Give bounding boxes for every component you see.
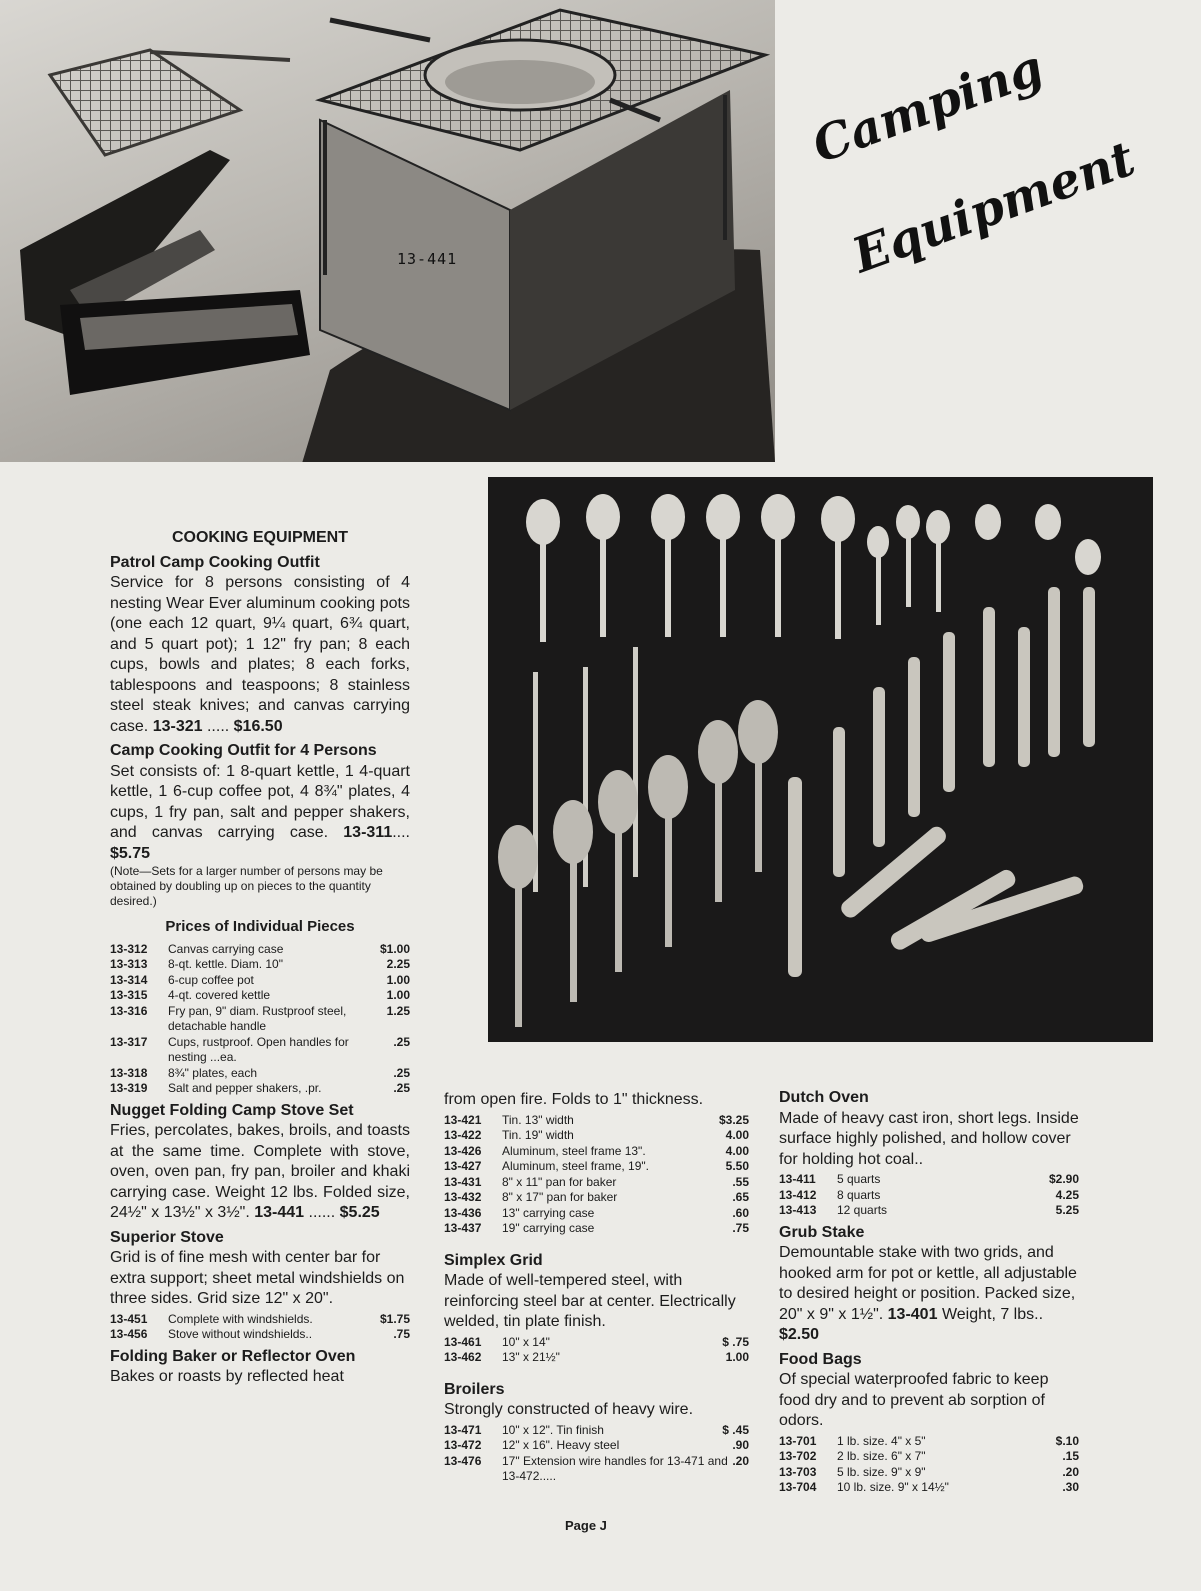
item-code: 13-437 xyxy=(444,1221,482,1235)
column-3 xyxy=(779,1088,1079,1498)
broilers-title: Broilers xyxy=(444,1380,505,1398)
item-desc: 19" carrying case xyxy=(502,1221,595,1235)
spoons-row xyxy=(526,494,1101,642)
item-code: 13-411 xyxy=(779,1172,816,1186)
item-price: $ .45 xyxy=(722,1422,749,1437)
column-2 xyxy=(444,1090,749,1487)
item-price: 1.00 xyxy=(386,972,410,987)
section-heading: COOKING EQUIPMENT xyxy=(171,529,348,546)
item-price: .75 xyxy=(393,1327,410,1341)
item-desc: 10 lb. size. 9" x 14½" xyxy=(837,1480,949,1494)
patrol-price: $16.50 xyxy=(233,717,283,735)
price-row xyxy=(110,973,410,989)
page-number: Page J xyxy=(565,1518,607,1533)
item-desc: 1 lb. size. 4" x 5" xyxy=(837,1433,926,1448)
price-row xyxy=(110,1327,410,1343)
item-price: 5.50 xyxy=(725,1159,749,1173)
price-row xyxy=(110,1312,410,1328)
item-price: 4.00 xyxy=(725,1128,749,1142)
nugget-price: $5.25 xyxy=(339,1204,380,1221)
broilers-list xyxy=(444,1423,749,1485)
grub-code: 13-401 xyxy=(887,1305,938,1323)
item-code: 13-432 xyxy=(444,1190,482,1204)
baker-list xyxy=(444,1113,749,1237)
patrol-code: 13-321 xyxy=(152,717,203,735)
item-price: .25 xyxy=(393,1034,410,1049)
price-row xyxy=(444,1454,749,1485)
item-code: 13-436 xyxy=(444,1205,482,1220)
item-price: .25 xyxy=(393,1065,410,1080)
item-price: .65 xyxy=(732,1190,749,1204)
item-code: 13-316 xyxy=(110,1003,148,1018)
reflector-oven xyxy=(20,150,310,395)
individual-list xyxy=(110,942,410,1097)
item-code: 13-702 xyxy=(779,1449,817,1463)
item-price: 1.25 xyxy=(386,1003,410,1018)
item-code: 13-315 xyxy=(110,988,148,1002)
price-row xyxy=(444,1144,749,1160)
item-desc: 8" x 17" pan for baker xyxy=(502,1190,618,1204)
item-price: .20 xyxy=(1062,1464,1079,1479)
price-row xyxy=(444,1175,749,1191)
item-price: $.10 xyxy=(1055,1433,1079,1448)
superior-desc: Grid is of fine mesh with center bar for extra support; sheet metal windshields on three sides. Grid size 12" x 20". xyxy=(110,1249,405,1307)
nugget-description: Fries, percolates, bakes, broils, and toasts at the same time. Complete with stove, oven, oven pan, fry pan, broiler and khaki carrying case. Weight 12 lbs. Folded size, 24½" x 13½" x 3½". 13-441 ...... $5.25 xyxy=(110,1122,410,1221)
item-desc: Stove without windshields.. xyxy=(168,1327,313,1341)
item-desc: Aluminum, steel frame 13". xyxy=(502,1143,646,1158)
item-price: $1.00 xyxy=(379,941,410,956)
price-row xyxy=(444,1159,749,1175)
item-desc: 4-qt. covered kettle xyxy=(168,988,271,1002)
item-code: 13-471 xyxy=(444,1422,482,1437)
nugget-title: Nugget Folding Camp Stove Set xyxy=(110,1101,354,1119)
simplex-title: Simplex Grid xyxy=(444,1251,543,1269)
item-desc: Aluminum, steel frame, 19". xyxy=(502,1159,649,1173)
price-row xyxy=(444,1350,749,1366)
superior-list xyxy=(110,1312,410,1343)
item-code: 13-704 xyxy=(779,1480,817,1494)
stove-set-photo xyxy=(0,0,775,462)
dutch-list xyxy=(779,1172,1079,1219)
item-desc: 6-cup coffee pot xyxy=(168,972,254,987)
item-code: 13-422 xyxy=(444,1128,482,1142)
item-code: 13-456 xyxy=(110,1327,148,1341)
item-desc: Complete with windshields. xyxy=(168,1311,313,1326)
item-desc: 8¾" plates, each xyxy=(168,1065,257,1080)
price-row xyxy=(110,957,410,973)
four-description: Set consists of: 1 8-quart kettle, 1 4-quart kettle, 1 6-cup coffee pot, 4 8¾" plates, 4 cups, 1 fry pan, salt and pepper shakers, and canvas carrying case. 13-311.... $5.75 xyxy=(110,762,410,862)
item-price: .90 xyxy=(732,1438,749,1452)
item-desc: Tin. 13" width xyxy=(502,1112,574,1127)
price-row xyxy=(110,942,410,958)
item-desc: 5 lb. size. 9" x 9" xyxy=(837,1464,926,1479)
price-row xyxy=(110,1004,410,1035)
simplex-list xyxy=(444,1335,749,1366)
item-desc: 10" x 12". Tin finish xyxy=(502,1422,604,1437)
patrol-title: Patrol Camp Cooking Outfit xyxy=(110,553,320,571)
item-code: 13-312 xyxy=(110,941,148,956)
item-price: $3.25 xyxy=(718,1112,749,1127)
price-row xyxy=(110,1081,410,1097)
column-1 xyxy=(110,528,410,1388)
price-row xyxy=(110,1066,410,1082)
item-code: 13-412 xyxy=(779,1187,817,1202)
broilers-desc: Strongly constructed of heavy wire. xyxy=(444,1401,694,1418)
item-code: 13-462 xyxy=(444,1350,482,1364)
item-code: 13-701 xyxy=(779,1433,817,1448)
item-desc: 12" x 16". Heavy steel xyxy=(502,1438,620,1452)
dutch-desc: Made of heavy cast iron, short legs. Inside surface highly polished, and hollow cover for holding hot coal.. xyxy=(779,1109,1079,1168)
broiler-grid xyxy=(50,50,290,155)
simplex-desc: Made of well-tempered steel, with reinforcing steel bar at center. Electrically welded, tin plate finish. xyxy=(444,1272,736,1330)
item-price: .30 xyxy=(1062,1480,1079,1494)
four-price: $5.75 xyxy=(110,844,151,862)
price-row xyxy=(779,1465,1079,1481)
item-price: $2.90 xyxy=(1048,1172,1079,1186)
individual-title: Prices of Individual Pieces xyxy=(165,918,355,935)
title-line1: Camping xyxy=(805,39,1051,175)
item-price: .60 xyxy=(732,1205,749,1220)
item-price: 1.00 xyxy=(386,988,410,1002)
item-code: 13-703 xyxy=(779,1464,817,1479)
price-row xyxy=(779,1172,1079,1188)
baker-desc1: Bakes or roasts by reflected heat xyxy=(110,1368,344,1385)
item-price: 1.00 xyxy=(725,1350,749,1364)
item-price: 5.25 xyxy=(1055,1203,1079,1217)
item-desc: 17" Extension wire handles for 13-471 and 13-472..... xyxy=(502,1453,728,1483)
item-code: 13-476 xyxy=(444,1453,482,1468)
food-list xyxy=(779,1434,1079,1496)
grub-description xyxy=(779,1243,1079,1346)
item-price: .15 xyxy=(1062,1449,1079,1463)
cutlery-illustration xyxy=(488,477,1153,1042)
price-row xyxy=(444,1190,749,1206)
item-desc: 5 quarts xyxy=(837,1172,881,1186)
item-code: 13-461 xyxy=(444,1334,482,1349)
knives-group xyxy=(788,587,1095,977)
item-price: 4.00 xyxy=(725,1143,749,1158)
item-code: 13-421 xyxy=(444,1112,482,1127)
item-desc: 8 quarts xyxy=(837,1187,881,1202)
stove-set-illustration xyxy=(0,0,775,462)
grub-title: Grub Stake xyxy=(779,1223,865,1241)
nugget-code: 13-441 xyxy=(254,1204,305,1221)
item-desc: Tin. 19" width xyxy=(502,1128,574,1142)
superior-title: Superior Stove xyxy=(110,1228,224,1246)
item-desc: 2 lb. size. 6" x 7" xyxy=(837,1449,926,1463)
price-row xyxy=(779,1203,1079,1219)
item-code: 13-313 xyxy=(110,957,148,971)
food-desc: Of special waterproofed fabric to keep food dry and to prevent ab sorption of odors. xyxy=(779,1371,1049,1429)
price-row xyxy=(779,1480,1079,1496)
price-row xyxy=(779,1449,1079,1465)
price-row xyxy=(444,1438,749,1454)
item-price: .25 xyxy=(393,1081,410,1095)
item-price: 4.25 xyxy=(1055,1187,1079,1202)
price-row xyxy=(779,1434,1079,1450)
item-price: $ .75 xyxy=(722,1334,749,1349)
item-code: 13-317 xyxy=(110,1034,148,1049)
grub-desc: Demountable stake with two grids, and hooked arm for pot or kettle, all adjustable to desired height or position. Packed size, 20" x 9" x 1½". xyxy=(779,1244,1077,1323)
item-desc: Salt and pepper shakers, .pr. xyxy=(168,1081,322,1095)
item-desc: 8-qt. kettle. Diam. 10" xyxy=(168,957,283,971)
four-desc: Set consists of: 1 8-quart kettle, 1 4-quart kettle, 1 6-cup coffee pot, 4 8¾" plates, 4 cups, 1 fry pan, salt and pepper shakers, and canvas carrying case. xyxy=(110,762,410,841)
price-row xyxy=(444,1206,749,1222)
grub-price: $2.50 xyxy=(779,1326,820,1343)
item-desc: 10" x 14" xyxy=(502,1334,550,1349)
price-row xyxy=(110,988,410,1004)
item-price: .55 xyxy=(732,1174,749,1189)
price-row xyxy=(444,1221,749,1237)
item-desc: Canvas carrying case xyxy=(168,941,284,956)
price-row xyxy=(110,1035,410,1066)
item-desc: 12 quarts xyxy=(837,1203,888,1217)
item-price: .20 xyxy=(732,1453,749,1468)
dutch-title: Dutch Oven xyxy=(779,1089,869,1106)
item-code: 13-314 xyxy=(110,972,148,987)
title-line2: Equipment xyxy=(845,130,1143,285)
price-row xyxy=(444,1113,749,1129)
baker-title: Folding Baker or Reflector Oven xyxy=(110,1347,356,1365)
item-code: 13-451 xyxy=(110,1311,148,1326)
item-code: 13-431 xyxy=(444,1174,482,1189)
price-row xyxy=(779,1188,1079,1204)
item-desc: 13" x 21½" xyxy=(502,1350,560,1364)
cutlery-photo xyxy=(488,477,1153,1042)
price-row xyxy=(444,1128,749,1144)
item-code: 13-427 xyxy=(444,1159,482,1173)
four-code: 13-311 xyxy=(343,824,393,841)
item-desc: 8" x 11" pan for baker xyxy=(502,1174,617,1189)
patrol-description: Service for 8 persons consisting of 4 nesting Wear Ever aluminum cooking pots (one each 12 quart, 9¼ quart, 6¾ quart, and 5 quart pot); 1 12" fry pan; 8 each cups, bowls and plates; 8 each forks, tablespoons and teaspoons; 8 stainless steel steak knives; and canvas carrying case. 13-321 ..... $16.50 xyxy=(110,574,410,735)
item-code: 13-426 xyxy=(444,1143,482,1158)
item-code: 13-472 xyxy=(444,1438,482,1452)
item-desc: Cups, rustproof. Open handles for nesting ...ea. xyxy=(168,1034,349,1064)
item-price: $1.75 xyxy=(379,1311,410,1326)
price-row xyxy=(444,1423,749,1439)
four-title: Camp Cooking Outfit for 4 Persons xyxy=(110,742,377,759)
food-title: Food Bags xyxy=(779,1350,862,1368)
item-price: 2.25 xyxy=(386,957,410,971)
photo-label: 13-441 xyxy=(397,250,458,268)
item-code: 13-319 xyxy=(110,1081,148,1095)
item-code: 13-413 xyxy=(779,1203,817,1217)
baker-desc2: from open fire. Folds to 1" thickness. xyxy=(444,1091,704,1108)
item-code: 13-318 xyxy=(110,1065,148,1080)
item-desc: Fry pan, 9" diam. Rustproof steel, detachable handle xyxy=(168,1003,347,1033)
four-note: (Note—Sets for a larger number of persons may be obtained by doubling up on pieces to the quantity desired.) xyxy=(110,864,383,908)
item-desc: 13" carrying case xyxy=(502,1205,595,1220)
nugget-desc: Fries, percolates, bakes, broils, and toasts at the same time. Complete with stove, oven, oven pan, fry pan, broiler and khaki carrying case. Weight 12 lbs. Folded size, 24½" x 13½" x 3½". xyxy=(110,1122,410,1221)
item-price: .75 xyxy=(732,1221,749,1235)
price-row xyxy=(444,1335,749,1351)
patrol-desc: Service for 8 persons consisting of 4 nesting Wear Ever aluminum cooking pots (one each 12 quart, 9¼ quart, 6¾ quart, and 5 quart pot); 1 12" fry pan; 8 each cups, bowls and plates; 8 each forks, tablespoons and teaspoons; 8 stainless steel steak knives; and canvas carrying case. xyxy=(110,574,410,735)
grub-weight: Weight, 7 lbs.. xyxy=(941,1305,1044,1323)
